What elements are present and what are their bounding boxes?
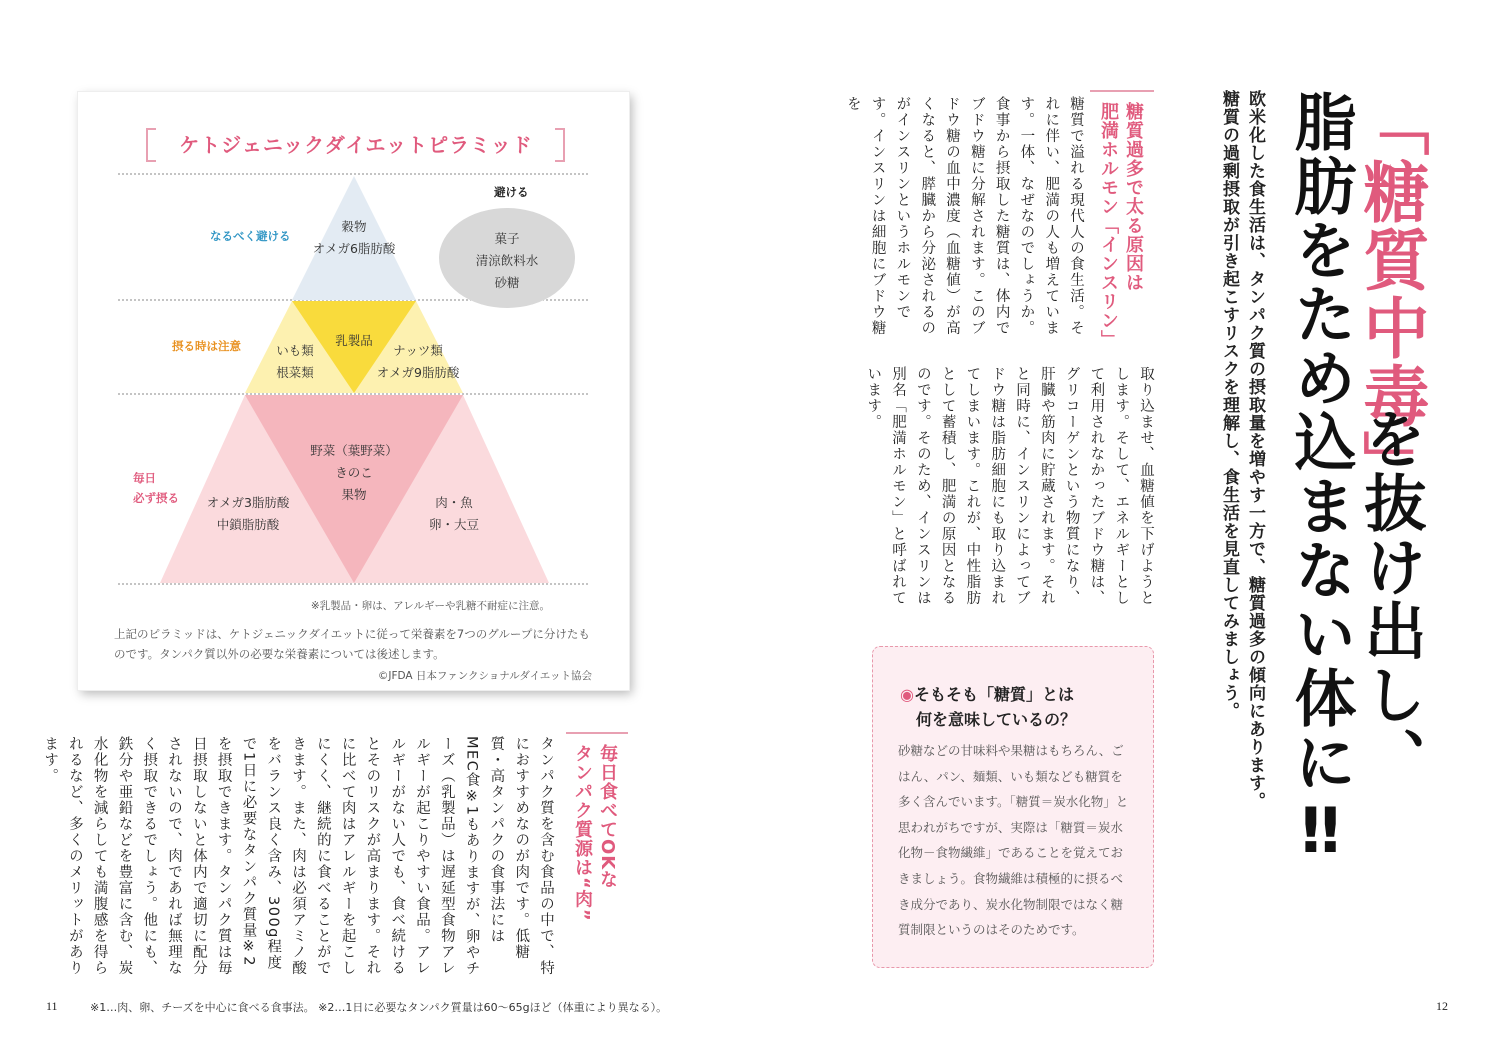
middle-center-item: 乳製品 (335, 333, 373, 348)
page-number-right: 12 (1436, 999, 1448, 1013)
label-daily-2: 必ず摂る (133, 491, 179, 505)
label-daily-1: 毎日 (133, 471, 156, 485)
section2-heading-bar (566, 732, 628, 734)
section2-heading-line1: 毎日食べてOKな (597, 744, 618, 890)
avoid-item: 菓子 (494, 231, 520, 246)
bottom-left-item: 中鎖脂肪酸 (216, 517, 280, 532)
section1-heading (1096, 102, 1146, 362)
headline-black-1: を抜け出し、 (1354, 407, 1427, 791)
bottom-left-item: オメガ3脂肪酸 (206, 495, 290, 510)
avoid-item: 砂糖 (494, 275, 520, 290)
bottom-center-item: きのこ (335, 465, 373, 480)
bottom-center-items (300, 440, 408, 506)
middle-right-items (372, 340, 464, 384)
label-avoid: 避ける (494, 185, 529, 199)
top-item: 穀物 (341, 219, 367, 234)
pyramid-title: ケトジェニックダイエットピラミッド (179, 133, 533, 157)
section2-heading (570, 744, 620, 944)
question-box-body: 砂糖などの甘味料や果糖はもちろん、ごはん、パン、麺類、いも類なども糖質を多く含んでいます。「糖質＝炭水化物」と思われがちですが、実際は「糖質＝炭水化物－食物繊維」であることを覚えておきましょう。食物繊維は積極的に摂るべき成分であり、炭水化物制限ではなく糖質制限というのはそのためです。 (898, 743, 1129, 938)
bottom-right-items (412, 492, 496, 536)
middle-right-item: ナッツ類 (393, 343, 443, 358)
middle-left-item: 根菜類 (276, 365, 314, 380)
section1-heading-line2: 肥満ホルモン「インスリン」 (1098, 102, 1119, 349)
top-item: オメガ6脂肪酸 (312, 241, 396, 256)
headline-black-2: 脂肪をため込まない体に‼ (1284, 90, 1357, 869)
middle-right-item: オメガ9脂肪酸 (376, 365, 460, 380)
section2-body: タンパク質を含む食品の中で、特におすすめなのが肉です。低糖質・高タンパクの食事法にはMEC食※1もありますが、卵やチーズ（乳製品）は遅延型食物アレルギーが起こりやすい食品。アレルギーがない人でも、食べ続けるとそのリスクが高まります。それに比べて肉はアレルギーを起こしにくく、継続的に食べることができます。また、肉は必須アミノ酸をバランス良く含み、300g程度で1日に必要なタンパク質量※2を摂取できます。タンパク質は毎日摂取しないと体内で適切に配分されないので、肉であれば無理なく摂取できるでしょう。他にも、鉄分や亜鉛などを豊富に含む、炭水化物を減らしても満腹感を得られるなど、多くのメリットがあります。 (42, 736, 554, 977)
bottom-right-item: 卵・大豆 (428, 517, 479, 532)
question-title-line2: 何を意味しているの？ (916, 710, 1077, 729)
pyramid-description: 上記のピラミッドは、ケトジェニックダイエットに従って栄養素を7つのグループに分けたものです。タンパク質以外の必要な栄養素については後述します。 (114, 627, 590, 661)
pyramid-note: ※乳製品・卵は、アレルギーや乳糖不耐症に注意。 (310, 600, 550, 612)
middle-left-item: いも類 (276, 343, 314, 358)
section1-body-upper: 糖質で溢れる現代人の食生活。それに伴い、肥満の人も増えています。一体、なぜなのでしょうか。食事から摂取した糖質は、体内でブドウ糖に分解されます。このブドウ糖の血中濃度（血糖値）が高くなると、膵臓から分泌されるのがインスリンというホルモンです。インスリンは細胞にブドウ糖を (844, 96, 1084, 336)
footnote: ※1…肉、卵、チーズを中心に食べる食事法。 ※2…1日に必要なタンパク質量は60～65gほど（体重により異なる）。 (90, 1001, 668, 1014)
bottom-right-item: 肉・魚 (435, 495, 473, 510)
bottom-center-item: 野菜（葉野菜） (310, 443, 398, 458)
question-title-line1: そもそも「糖質」とは (913, 685, 1074, 704)
bullet-icon: ◉ (900, 685, 914, 704)
avoid-item: 清涼飲料水 (475, 253, 539, 268)
pyramid-credit: ©JFDA 日本ファンクショナルダイエット協会 (377, 670, 592, 682)
top-tier-items (304, 216, 404, 260)
label-avoid-if-possible: なるべく避ける (210, 229, 291, 243)
bottom-center-item: 果物 (341, 487, 367, 502)
label-caution: 摂る時は注意 (172, 339, 241, 353)
page-number-left: 11 (46, 999, 58, 1013)
section1-heading-bar (1090, 90, 1154, 92)
section1-heading-line1: 糖質過多で太る原因は (1123, 102, 1144, 292)
bottom-left-items (200, 492, 296, 536)
avoid-items (462, 228, 552, 294)
section2-heading-line2: タンパク質源は“肉” (572, 744, 593, 922)
lead-text: 欧米化した食生活は、タンパク質の摂取量を増やす一方で、糖質過多の傾向にあります。糖質の過剰摂取が引き起こすリスクを理解し、食生活を見直してみましょう。 (1219, 90, 1265, 810)
headline-pink: 「糖質中毒」 (1352, 90, 1429, 498)
section1-body-lower: 取り込ませ、血糖値を下げようとします。そして、エネルギーとして利用されなかったブドウ糖は、グリコーゲンという物質になり、肝臓や筋肉に貯蔵されます。それと同時に、インスリンによってブドウ糖は脂肪細胞にも取り込まれてしまいます。これが、中性脂肪として蓄積し、肥満の原因となるのです。そのため、インスリンは別名「肥満ホルモン」と呼ばれています。 (865, 366, 1154, 606)
question-box-title (900, 682, 1076, 732)
